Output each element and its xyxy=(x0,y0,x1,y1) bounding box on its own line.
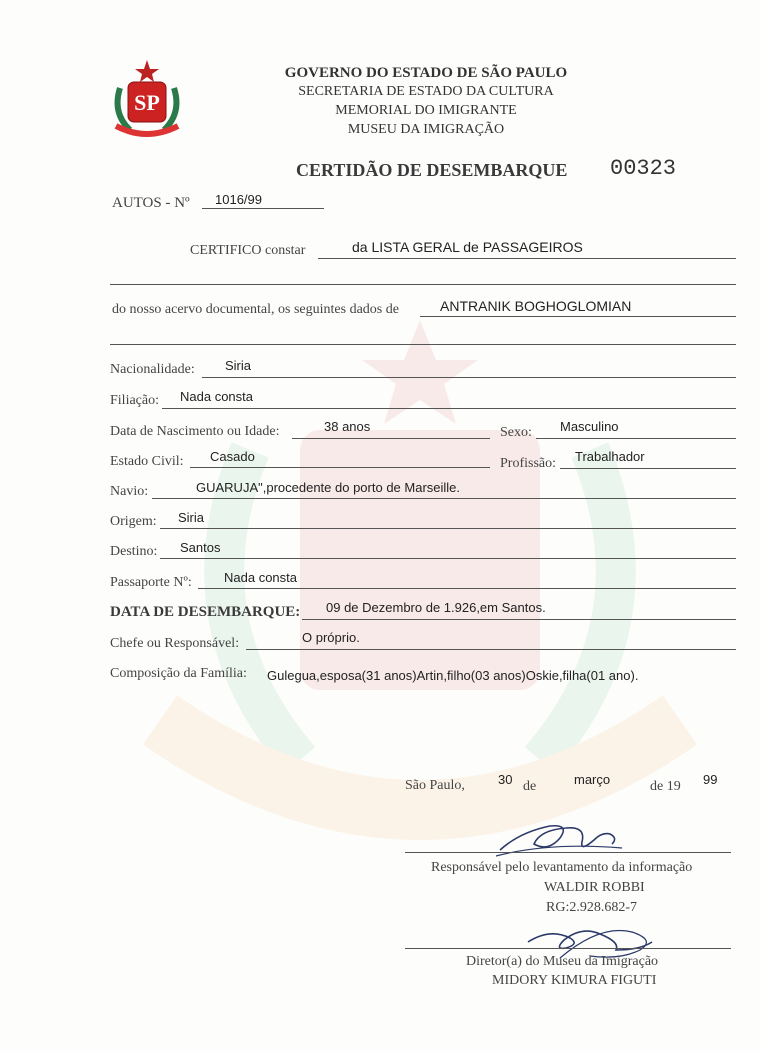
passaporte-label: Passaporte Nº: xyxy=(110,575,192,590)
nascimento-label: Data de Nascimento ou Idade: xyxy=(110,424,280,439)
nacionalidade-value: Siria xyxy=(225,358,252,373)
certifico-label: CERTIFICO constar xyxy=(190,243,306,258)
sexo-label: Sexo: xyxy=(500,425,532,440)
sp-coat-of-arms-logo xyxy=(108,58,186,138)
certifico-value: da LISTA GERAL de PASSAGEIROS xyxy=(352,239,583,255)
date-de-1: de xyxy=(523,779,537,794)
profissao-value: Trabalhador xyxy=(575,449,645,464)
document-title: CERTIDÃO DE DESEMBARQUE xyxy=(296,160,568,180)
autos-value: 1016/99 xyxy=(215,192,262,207)
nascimento-value: 38 anos xyxy=(324,419,371,434)
desembarque-value: 09 de Dezembro de 1.926,em Santos. xyxy=(326,600,546,615)
familia-label: Composição da Família: xyxy=(110,666,247,681)
chefe-label: Chefe ou Responsável: xyxy=(110,636,240,651)
chefe-value: O próprio. xyxy=(302,630,360,645)
destino-label: Destino: xyxy=(110,544,158,559)
signature-1-name: WALDIR ROBBI xyxy=(544,880,645,895)
autos-label: AUTOS - Nº xyxy=(112,195,190,211)
date-de-19: de 19 xyxy=(650,779,681,794)
signature-1-role: Responsável pelo levantamento da informação xyxy=(431,860,693,875)
signature-1 xyxy=(490,812,630,862)
signature-1-rg: RG:2.928.682-7 xyxy=(546,900,637,915)
acervo-name-value: ANTRANIK BOGHOGLOMIAN xyxy=(440,298,632,314)
date-year: 99 xyxy=(703,772,718,787)
date-day: 30 xyxy=(498,772,513,787)
profissao-label: Profissão: xyxy=(500,456,556,471)
filiacao-label: Filiação: xyxy=(110,393,159,408)
passaporte-value: Nada consta xyxy=(224,570,297,585)
signature-2-name: MIDORY KIMURA FIGUTI xyxy=(492,973,657,988)
destino-value: Santos xyxy=(180,540,221,555)
date-month: março xyxy=(574,772,611,787)
header-government: GOVERNO DO ESTADO DE SÃO PAULO xyxy=(284,65,568,81)
acervo-label: do nosso acervo documental, os seguintes dados de xyxy=(112,302,399,317)
estado-civil-label: Estado Civil: xyxy=(110,454,184,469)
desembarque-label: DATA DE DESEMBARQUE: xyxy=(110,604,301,620)
emblem-monogram: SP xyxy=(134,90,160,115)
filiacao-value: Nada consta xyxy=(180,389,253,404)
serial-number: 00323 xyxy=(610,156,677,181)
estado-civil-value: Casado xyxy=(210,449,255,464)
institution-header xyxy=(230,64,622,139)
nacionalidade-label: Nacionalidade: xyxy=(110,362,195,377)
header-secretariat: SECRETARIA DE ESTADO DA CULTURA xyxy=(298,84,554,99)
header-museum: MUSEU DA IMIGRAÇÃO xyxy=(347,122,505,137)
sexo-value: Masculino xyxy=(560,419,619,434)
origem-label: Origem: xyxy=(110,514,157,529)
date-city: São Paulo, xyxy=(405,778,465,793)
familia-value: Gulegua,esposa(31 anos)Artin,filho(03 anos)Oskie,filha(01 ano). xyxy=(267,668,639,683)
signature-2-role: Diretor(a) do Museu da Imigração xyxy=(466,954,659,969)
navio-value: GUARUJA",procedente do porto de Marseille. xyxy=(196,480,461,495)
origem-value: Siria xyxy=(178,510,205,525)
header-memorial: MEMORIAL DO IMIGRANTE xyxy=(335,103,517,118)
navio-label: Navio: xyxy=(110,484,149,499)
